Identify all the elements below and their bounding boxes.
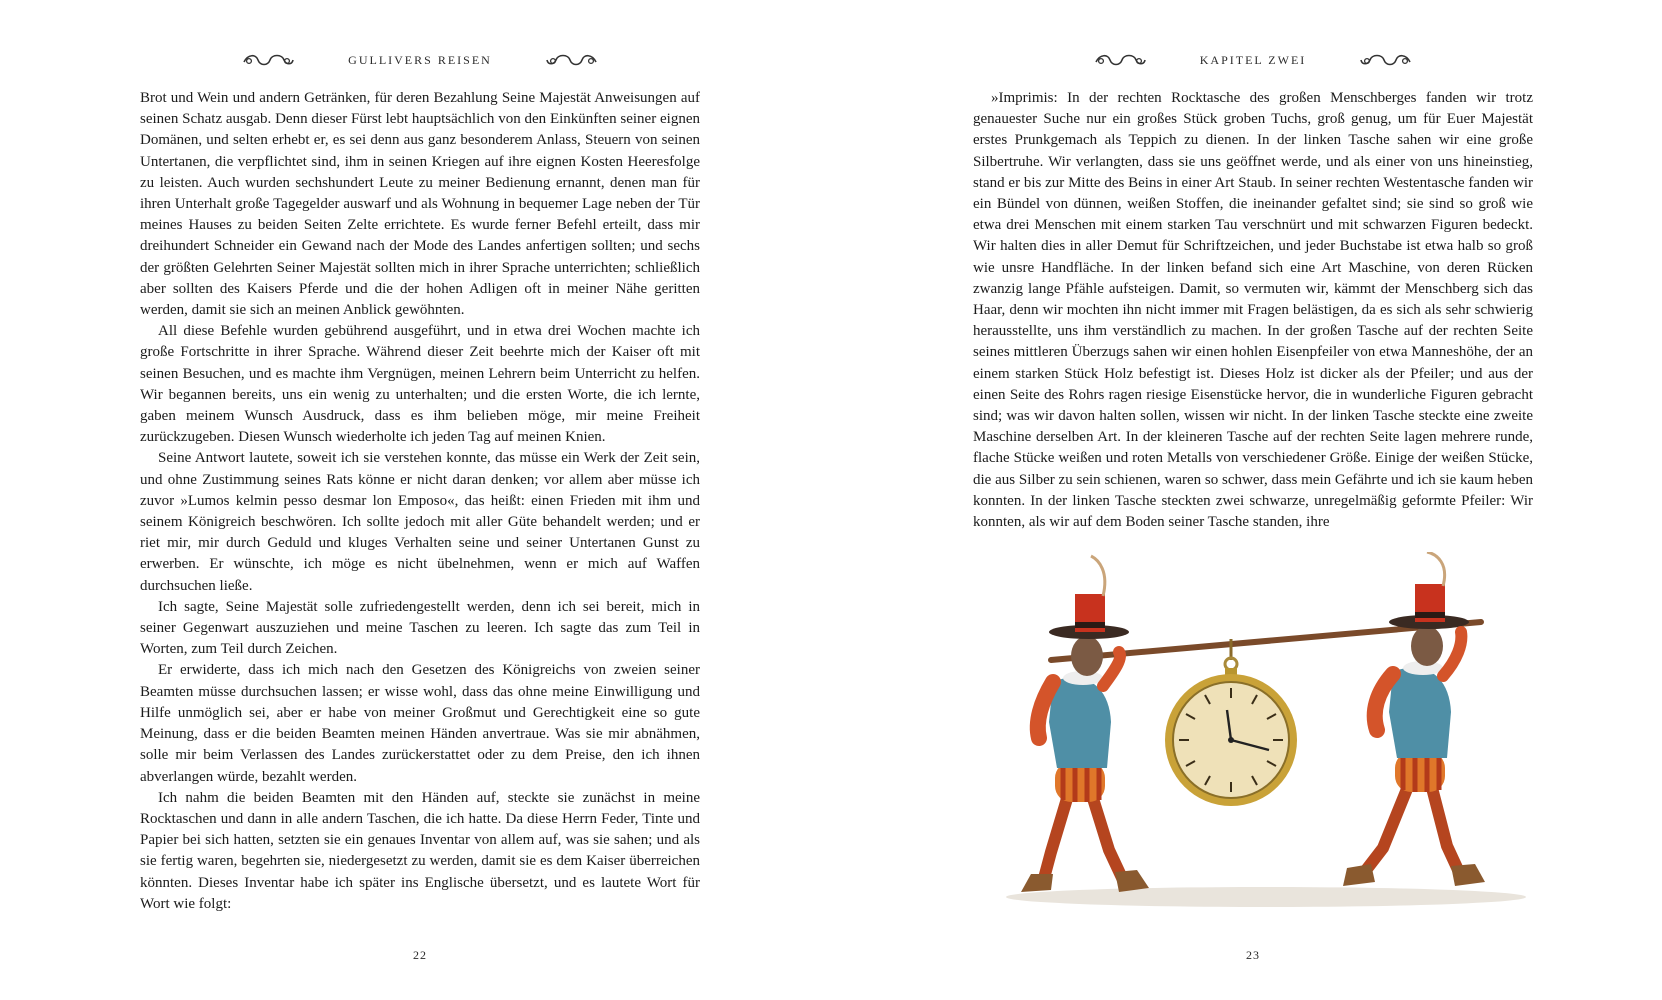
right-flourish-icon — [544, 50, 600, 70]
right-header — [973, 48, 1533, 72]
left-header — [140, 48, 700, 72]
two-lilliputians-carrying-pocket-watch-illustration — [991, 552, 1541, 912]
left-figure-icon — [1021, 556, 1149, 892]
paragraph: Ich nahm die beiden Beamten mit den Händen auf, steckte sie zunächst in meine Rocktaschen und dann in alle andern Taschen, die ich hatte. Da diese Herrn Feder, Tinte und Papier bei sich hatten, setzten sie ein genaues Inventar von allem auf, was sie sahen; und als sie fertig waren, begehrten sie, niedergesetzt zu werden, damit sie es dem Kaiser überreichen könnten. Dieses Inventar habe ich später ins Englische übersetzt, und es lautete Wort für Wort wie folgt: — [140, 789, 700, 912]
paragraph: »Imprimis: In der rechten Rocktasche des großen Menschberges fanden wir trotz genauester Suche nur ein großes Stück groben Tuchs, groß genug, um für Euer Majestät erstes Prunkgemach als Teppich zu dienen. In der linken Tasche sahen wir eine große Silbertruhe. Wir verlangten, dass sie uns geöffnet werde, und als einer von uns hineinstieg, stand er bis zur Mitte des Beins in einer Art Staub. In seiner rechten Westentasche fanden wir ein Bündel von dünnen, weißen Stoffen, die ineinander gefaltet sind; sie sind so groß wie etwa drei Menschen mit einem starken Tau verschnürt und mit schwarzen Figuren bedeckt. Wir halten dies in aller Demut für Schriftzeichen, und jeder Buchstabe ist etwa halb so groß wie unsre Handfläche. In der linken befand sich eine Art Maschine, von deren Rücken zwanzig lange Pfähle aufsteigen. Damit, so vermuten wir, kämmt der Menschberg sich das Haar, denn wir mochten ihn nicht immer mit Fragen belästigen, da es sich als sehr schwierig herausstellte, uns ihm verständlich zu machen. In der großen Tasche auf der rechten Seite seines mittleren Überzugs sahen wir einen hohlen Eisenpfeiler von etwa Manneshöhe, der an einem starken Stück Holz befestigt ist. Dieses Holz ist dicker als der Pfeiler; und aus der einen Seite des Rohrs ragen riesige Eisenstücke hervor, die in wunderliche Figuren gebracht sind; was wir davon halten sollen, wissen wir nicht. In der linken Tasche steckte eine zweite Maschine derselben Art. In der kleineren Tasche auf der rechten Seite lagen mehrere runde, flache Stücke weißen und roten Metalls von verschiedener Größe. Einige der weißen Stücke, die aus Silber zu sein schienen, waren so schwer, dass mein Gefährte und ich sie kaum heben konnten. In der linken Tasche steckten zwei schwarze, unregelmäßig geformte Pfeiler: Wir konnten, als wir auf dem Boden seiner Tasche standen, ihre — [973, 90, 1533, 531]
right-body-text — [973, 88, 1533, 533]
paragraph: Seine Antwort lautete, soweit ich sie verstehen konnte, das müsse ein Werk der Zeit sein, und ohne Zustimmung seines Rats könne er nicht daran denken; vor allem aber müsse ich zuvor »Lumos kelmin pesso desmar lon Emposo«, das heißt: einen Frieden mit ihm und seinem Königreich beschwören. Ich sollte jedoch mit aller Güte behandelt werden; und er riet mir, mir durch Geduld und kluges Verhalten seine und seiner Untertanen Gunst zu erwerben. Er wünschte, ich möge es nicht übelnehmen, wenn er mich auf Waffen durchsuchen ließe. — [140, 450, 700, 594]
paragraph: All diese Befehle wurden gebührend ausgeführt, und in etwa drei Wochen machte ich große Fortschritte in ihrer Sprache. Während dieser Zeit beehrte mich der Kaiser oft mit seinen Besuchen, und es machte ihm Vergnügen, meinen Lehrern beim Unterricht zu helfen. Wir begannen bereits, uns ein wenig zu unterhalten; und die ersten Worte, die ich lernte, gaben meinem Wunsch Ausdruck, dass es ihm belieben möge, mir meine Freiheit zurückzugeben. Diesen Wunsch wiederholte ich jeden Tag auf meinen Knien. — [140, 323, 700, 446]
page-number-left: 22 — [413, 948, 427, 962]
running-head-left: GULLIVERS REISEN — [348, 52, 492, 67]
right-figure-icon — [1343, 552, 1485, 886]
right-page — [831, 0, 1662, 1000]
illustration-artwork — [991, 552, 1541, 912]
running-head-right: KAPITEL ZWEI — [1199, 52, 1307, 67]
paragraph: Brot und Wein und andern Getränken, für deren Bezahlung Seine Majestät Anweisungen auf seinen Schatz ausgab. Denn dieser Fürst lebt hauptsächlich von den Einkünften seiner eignen Domänen, und selten erhebt er, es sei denn aus ganz besonderem Anlass, Steuern von seinen Untertanen, die verpflichtet sind, ihm in seinen Kriegen auf ihre eignen Kosten Heeresfolge zu leisten. Auch wurden sechshundert Leute zu meiner Bedienung ernannt, denen man für ihren Unterhalt große Tagegelder auswarf und als Wohnung in bequemer Lage neben der Tür meines Hauses zu beiden Seiten Zelte errichtete. Es wurde ferner Befehl erteilt, dass mir dreihundert Schneider ein Gewand nach der Mode des Landes anfertigen sollten; und sechs der größten Gelehrten Seiner Majestät sollten mich in ihrer Sprache unterrichten; schließlich aber sollten des Kaisers Pferde und die der hohen Adligen oft in meiner Nähe geritten werden, damit sie sich an meinen Anblick gewöhnten. — [140, 90, 700, 319]
left-flourish-icon — [240, 50, 296, 70]
left-flourish-icon — [1092, 50, 1148, 70]
pocket-watch-icon — [1165, 639, 1297, 806]
page-number-right: 23 — [1246, 948, 1260, 962]
right-flourish-icon — [1358, 50, 1414, 70]
left-body-text — [140, 88, 700, 915]
paragraph: Er erwiderte, dass ich mich nach den Gesetzen des Königreichs von zweien seiner Beamten müsse durchsuchen lassen; er wisse wohl, dass das ohne meine Einwilligung und Hilfe unmöglich sei, aber er habe von meiner Großmut und Gerechtigkeit eine so gute Meinung, dass er die beiden Beamten meinen Händen anvertraue. Was sie mir abnähmen, solle mir beim Verlassen des Landes zurückerstattet oder zu dem Preise, den ich ihnen abverlangen würde, bezahlt werden. — [140, 662, 700, 785]
paragraph: Ich sagte, Seine Majestät solle zufriedengestellt werden, denn ich sei bereit, mich in seiner Gegenwart auszuziehen und meine Taschen zu leeren. Ich sagte das zum Teil in Worten, zum Teil durch Zeichen. — [140, 598, 700, 658]
